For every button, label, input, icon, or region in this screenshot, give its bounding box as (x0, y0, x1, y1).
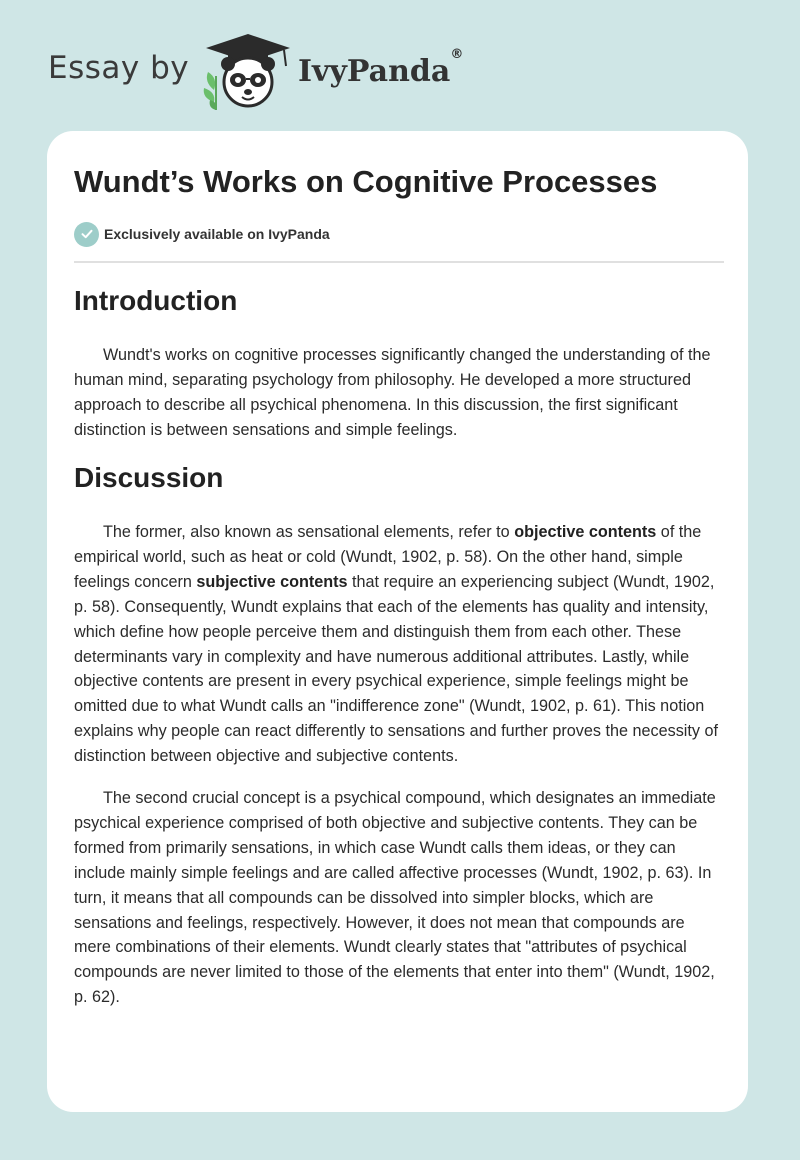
paragraph-discussion-2: The second crucial concept is a psychical compound, which designates an immediate psychical experience comprised of both objective and subjective contents. They can be formed from primarily sensations, in which case Wundt calls them ideas, or they can include mainly simple feelings and are called affective processes (Wundt, 1902, p. 63). In turn, it means that all compounds can be dissolved into simpler blocks, which are sensations and feelings, respectively. However, it does not mean that compounds are mere combinations of their elements. Wundt clearly states that "attributes of psychical compounds are never limited to those of the elements that enter into them" (Wundt, 1902, p. 62). (74, 789, 716, 1007)
page-title: Wundt’s Works on Cognitive Processes (74, 164, 658, 199)
bold-term-objective-contents: objective contents (514, 523, 657, 541)
section-heading-discussion: Discussion (74, 462, 224, 493)
site-header (48, 28, 488, 112)
section-heading-introduction: Introduction (74, 285, 238, 316)
exclusive-badge (74, 221, 330, 247)
brand-name[interactable] (298, 47, 464, 89)
divider (74, 261, 724, 263)
badge-label: Exclusively available on IvyPanda (104, 226, 330, 242)
brand-text: IvyPanda (298, 54, 451, 89)
panda-graduate-logo-icon[interactable] (200, 32, 296, 112)
checkmark-icon (74, 222, 99, 247)
text-run: that require an experiencing subject (Wundt, 1902, p. 58). Consequently, Wundt explains that each of the elements has quality and intensity, which define how people perceive them and distinguish them from each other. These determinants vary in complexity and have numerous additional attributes. Lastly, while objective contents are present in every psychical experience, simple feelings might be omitted due to what Wundt calls an "indifference zone" (Wundt, 1902, p. 61). This notion explains why people can react differently to sensations and further proves the necessity of distinction between objective and subjective contents. (74, 572, 718, 766)
paragraph-introduction: Wundt's works on cognitive processes significantly changed the understanding of the human mind, separating psychology from philosophy. He developed a more structured approach to describe all psychical phenomena. In this discussion, the first significant distinction is between sensations and simple feelings. (74, 346, 711, 439)
registered-mark: ® (450, 47, 464, 62)
bold-term-subjective-contents: subjective contents (196, 572, 348, 591)
essay-card (47, 131, 748, 1112)
paragraph-discussion-1 (74, 520, 724, 769)
text-run: of the empirical world, such as heat or cold (Wundt, 1902, p. 58). On the other hand, simple feelings concern (74, 523, 702, 591)
essay-by-label: Essay by (48, 50, 190, 86)
text-run: The former, also known as sensational elements, refer to (103, 523, 515, 541)
